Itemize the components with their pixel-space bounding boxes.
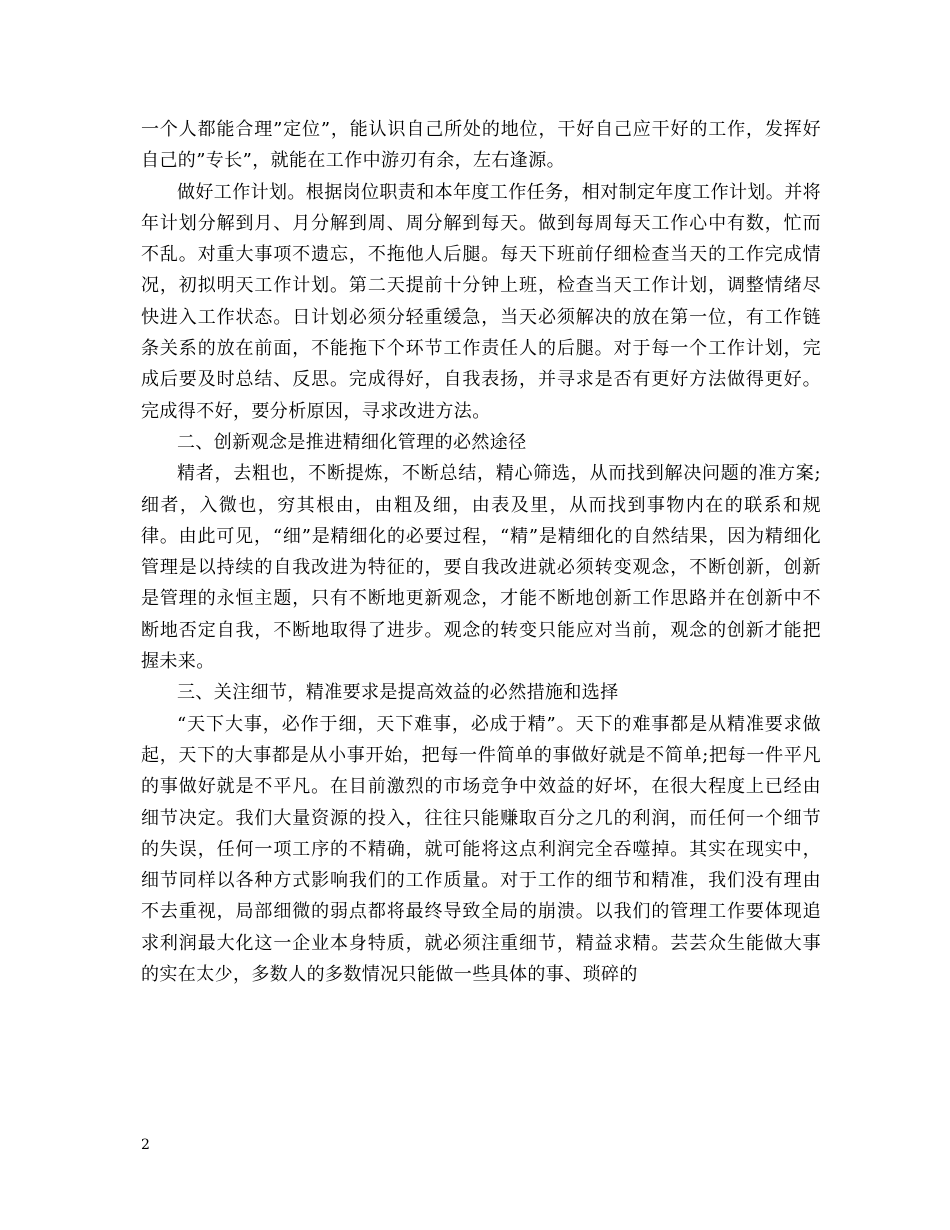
paragraph: “天下大事，必作于细，天下难事，必成于精”。天下的难事都是从精准要求做起，天下的大事都是从小事开始，把每一件简单的事做好就是不简单;把每一件平凡的事做好就是不平凡。在目前激烈的市场竞争中效益的好坏，在很大程度上已经由细节决定。我们大量资源的投入，往往只能赚取百分之几的利润，而任何一个细节的失误，任何一项工序的不精确，就可能将这点利润完全吞噬掉。其实在现实中，细节同样以各种方式影响我们的工作质量。对于工作的细节和精准，我们没有理由不去重视，局部细微的弱点都将最终导致全局的崩溃。以我们的管理工作要体现追求利润最大化这一企业本身特质，就必须注重细节，精益求精。芸芸众生能做大事的实在太少，多数人的多数情况只能做一些具体的事、琐碎的 xyxy=(141,713,821,986)
page-number: 2 xyxy=(141,1137,150,1153)
paragraph: 做好工作计划。根据岗位职责和本年度工作任务，相对制定年度工作计划。并将年计划分解到月、月分解到周、周分解到每天。做到每周每天工作心中有数，忙而不乱。对重大事项不遗忘，不拖他人后腿。每天下班前仔细检查当天的工作完成情况，初拟明天工作计划。第二天提前十分钟上班，检查当天工作计划，调整情绪尽快进入工作状态。日计划必须分轻重缓急，当天必须解决的放在第一位，有工作链条关系的放在前面，不能拖下个环节工作责任人的后腿。对于每一个工作计划，完成后要及时总结、反思。完成得好，自我表扬，并寻求是否有更好方法做得更好。完成得不好，要分析原因，寻求改进方法。 xyxy=(141,181,821,422)
paragraph: 精者，去粗也，不断提炼，不断总结，精心筛选，从而找到解决问题的准方案;细者，入微也，穷其根由，由粗及细，由表及里，从而找到事物内在的联系和规律。由此可见，“细”是精细化的必要过程，“精”是精细化的自然结果，因为精细化管理是以持续的自我改进为特征的，要自我改进就必须转变观念，不断创新，创新是管理的永恒主题，只有不断地更新观念，才能不断地创新工作思路并在创新中不断地否定自我，不断地取得了进步。观念的转变只能应对当前，观念的创新才能把握未来。 xyxy=(141,463,821,673)
section-heading: 三、关注细节，精准要求是提高效益的必然措施和选择 xyxy=(177,682,619,704)
paragraph: 一个人都能合理”定位”，能认识自己所处的地位，干好自己应干好的工作，发挥好自己的”专长”，就能在工作中游刃有余，左右逢源。 xyxy=(141,119,821,172)
section-heading: 二、创新观念是推进精细化管理的必然途径 xyxy=(177,431,527,453)
body-text xyxy=(141,114,821,990)
